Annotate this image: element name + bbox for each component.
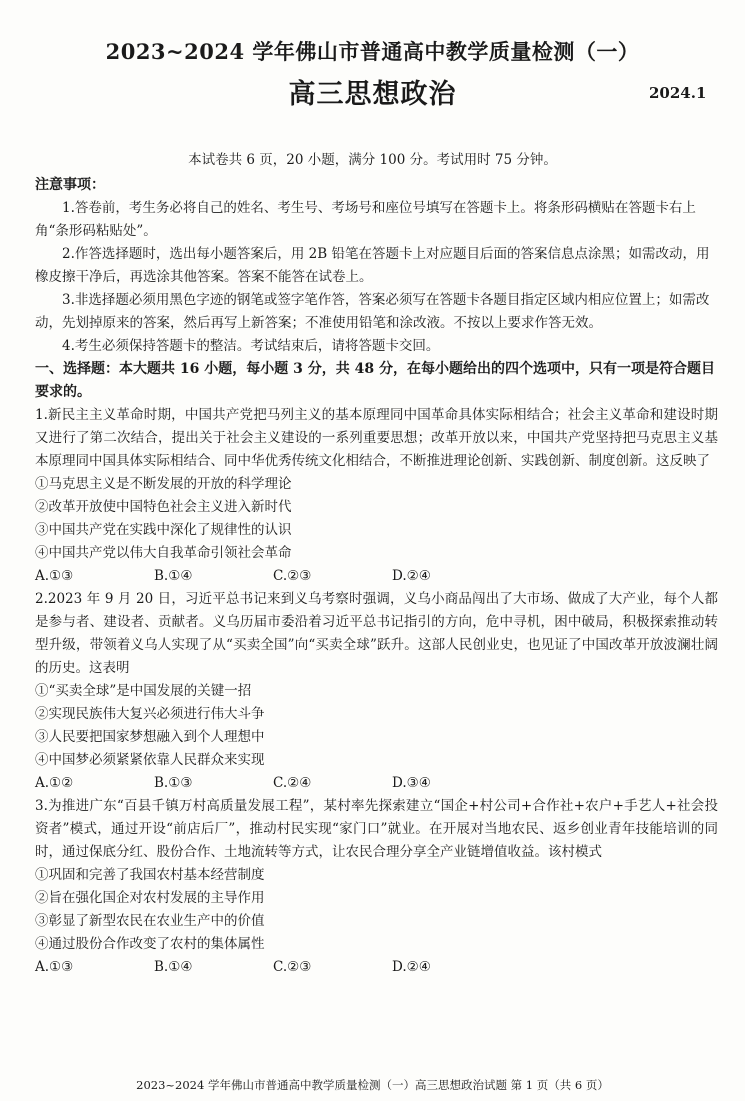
- choice-d: D.②④: [392, 959, 431, 975]
- question-option: ①马克思主义是不断发展的开放的科学理论: [35, 476, 292, 492]
- question-stem: 2.2023 年 9 月 20 日，习近平总书记来到义乌考察时强调，义乌小商品闯出了大市场、做成了大产业，每个人都是参与者、建设者、贡献者。义乌历届市委沿着习近平总书记指引的方向，危中寻机，困中破局，积极探索推动转型升级，带领着义乌人实现了从“买卖全国”向“买卖全球”跃升。这部人民创业史，也见证了中国改革开放波澜壮阔的历史。这表明: [35, 591, 718, 676]
- question-stem: 1.新民主主义革命时期，中国共产党把马列主义的基本原理同中国革命具体实际相结合；社会主义革命和建设时期又进行了第二次结合，提出关于社会主义建设的一系列重要思想；改革开放以来，中国共产党坚持把马克思主义基本原理同中国具体实际相结合、同中华优秀传统文化相结合，不断推进理论创新、实践创新、制度创新。这反映了: [35, 407, 718, 469]
- choice-c: C.②④: [273, 775, 312, 791]
- notice-item: 2.作答选择题时，选出每小题答案后，用 2B 铅笔在答题卡上对应题目后面的答案信息点涂黑；如需改动，用橡皮擦干净后，再选涂其他答案。答案不能答在试卷上。: [35, 246, 710, 285]
- choice-a: A.①③: [35, 568, 74, 584]
- choice-a: A.①②: [35, 775, 74, 791]
- question-option: ④中国共产党以伟大自我革命引领社会革命: [35, 545, 292, 561]
- notice-item: 4.考生必须保持答题卡的整洁。考试结束后，请将答题卡交回。: [62, 338, 440, 354]
- notice-block: [35, 174, 718, 979]
- question-option: ③人民要把国家梦想融入到个人理想中: [35, 729, 265, 745]
- question-option: ③中国共产党在实践中深化了规律性的认识: [35, 522, 292, 538]
- notice-item: 3.非选择题必须用黑色字迹的钢笔或签字笔作答，答案必须写在答题卡各题目指定区域内相应位置上；如需改动，先划掉原来的答案，然后再写上新答案；不准使用铅笔和涂改液。不按以上要求作答无效。: [35, 292, 710, 331]
- answer-choices: [35, 772, 718, 795]
- question-option: ②旨在强化国企对农村发展的主导作用: [35, 890, 265, 906]
- choice-b: B.①③: [154, 775, 193, 791]
- answer-choices: [35, 956, 718, 979]
- question-stem: 3.为推进广东“百县千镇万村高质量发展工程”，某村率先探索建立“国企+村公司+合作社+农户+手艺人+社会投资者”模式，通过开设“前店后厂”，推动村民实现“家门口”就业。在开展对当地农民、返乡创业青年技能培训的同时，通过保底分红、股份合作、土地流转等方式，让农民合理分享全产业链增值收益。该村模式: [35, 798, 718, 860]
- choice-a: A.①③: [35, 959, 74, 975]
- notice-item: 1.答卷前，考生务必将自己的姓名、考生号、考场号和座位号填写在答题卡上。将条形码横贴在答题卡右上角“条形码粘贴处”。: [35, 200, 696, 239]
- question-option: ①巩固和完善了我国农村基本经营制度: [35, 867, 265, 883]
- exam-title: 2023~2024 学年佛山市普通高中教学质量检测（一）: [105, 39, 640, 64]
- question-option: ②改革开放使中国特色社会主义进入新时代: [35, 499, 292, 515]
- page-footer: 2023~2024 学年佛山市普通高中教学质量检测（一）高三思想政治试题 第 1 页（共 6 页）: [136, 1078, 609, 1092]
- choice-b: B.①④: [154, 568, 193, 584]
- question-option: ②实现民族伟大复兴必须进行伟大斗争: [35, 706, 265, 722]
- choice-c: C.②③: [273, 959, 312, 975]
- choice-d: D.②④: [392, 568, 431, 584]
- question-option: ④通过股份合作改变了农村的集体属性: [35, 936, 265, 952]
- subject-title: 高三思想政治: [288, 79, 457, 110]
- question-option: ①“买卖全球”是中国发展的关键一招: [35, 683, 252, 699]
- answer-choices: [35, 565, 718, 588]
- question-option: ③彰显了新型农民在农业生产中的价值: [35, 913, 265, 929]
- exam-date: 2024.1: [649, 84, 707, 102]
- question-option: ④中国梦必须紧紧依靠人民群众来实现: [35, 752, 265, 768]
- choice-b: B.①④: [154, 959, 193, 975]
- notice-heading: 注意事项：: [35, 177, 105, 193]
- section-title: 一、选择题：本大题共 16 小题，每小题 3 分，共 48 分，在每小题给出的四个选项中，只有一项是符合题目要求的。: [35, 361, 715, 400]
- exam-info: 本试卷共 6 页，20 小题，满分 100 分。考试用时 75 分钟。: [188, 152, 557, 168]
- choice-d: D.③④: [392, 775, 431, 791]
- choice-c: C.②③: [273, 568, 312, 584]
